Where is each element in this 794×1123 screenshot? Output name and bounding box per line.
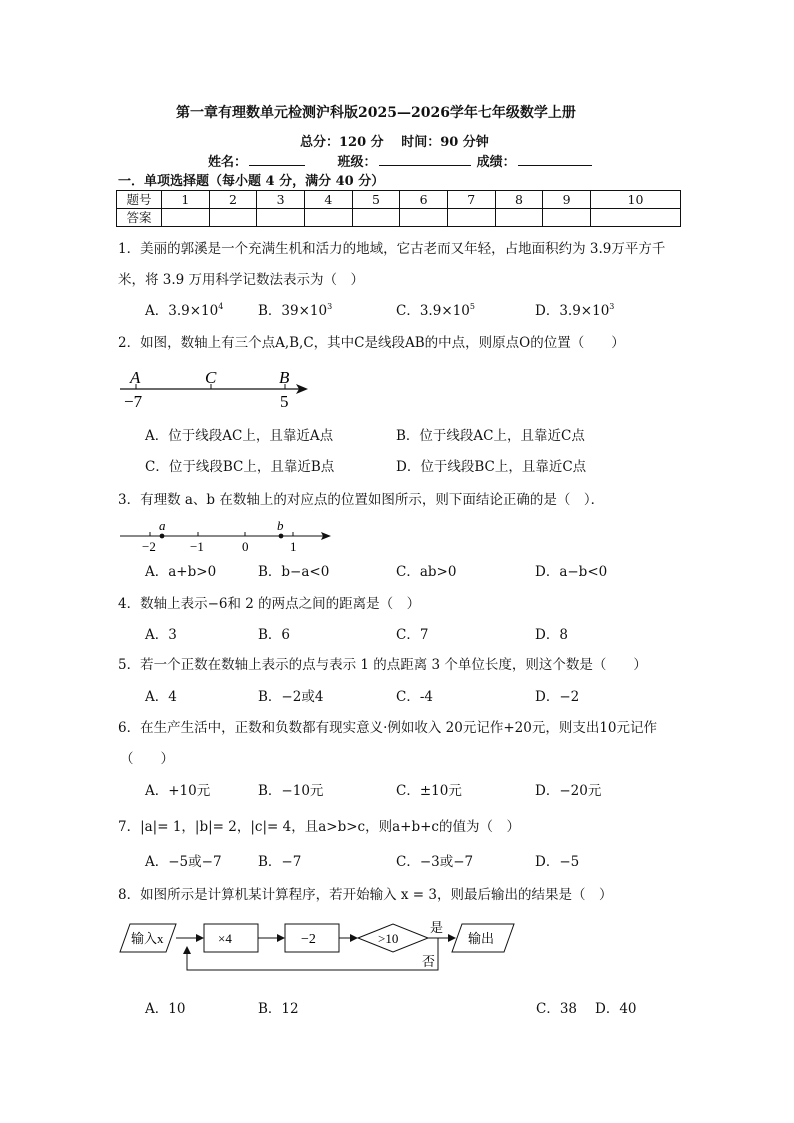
score-time: 总分：120 分 时间：90 分钟 xyxy=(300,135,489,150)
point-label-b: b xyxy=(277,518,284,533)
q3-number-line xyxy=(116,516,336,556)
point-label-a: a xyxy=(159,518,166,533)
tick-label: −1 xyxy=(190,539,204,554)
q5-stem: 5．若一个正数在数轴上表示的点与表示 1 的点距离 3 个单位长度，则这个数是（ ） xyxy=(118,657,647,673)
q7-option-d[interactable]: D．−5 xyxy=(535,854,580,870)
value-label-b: 5 xyxy=(280,392,289,411)
q5-option-b[interactable]: B．−2或4 xyxy=(258,689,324,705)
q8-flowchart xyxy=(116,914,526,982)
q1-option-d[interactable]: D．$3.9\times 10^3$ xyxy=(535,302,615,319)
tick-label: 0 xyxy=(242,539,249,554)
flow-yes-label: 是 xyxy=(430,920,444,935)
table-row xyxy=(117,191,681,209)
q7-option-a[interactable]: A．−5或−7 xyxy=(145,854,222,870)
class-label: 班级： xyxy=(337,155,377,170)
q1-line1: 1．美丽的郭溪是一个充满生机和活力的地域，它古老而又年轻，占地面积约为 3.9万平方千 xyxy=(118,241,666,257)
section-heading: 一．单项选择题（每小题 4 分，满分 40 分） xyxy=(118,174,385,189)
flow-condition-label: >10 xyxy=(378,931,399,946)
flow-multiply-label: ×4 xyxy=(218,931,232,946)
flow-no-label: 否 xyxy=(422,954,436,969)
table-cell: 4 xyxy=(304,191,352,209)
name-field[interactable] xyxy=(249,152,305,166)
value-label-a: −7 xyxy=(124,392,143,411)
q3-option-d[interactable]: D．a−b<0 xyxy=(535,564,608,580)
answer-cell[interactable] xyxy=(162,209,210,227)
point-label-a: A xyxy=(130,368,141,387)
q8-option-a[interactable]: A．10 xyxy=(145,1001,186,1017)
q2-number-line xyxy=(116,362,316,412)
q3-option-b[interactable]: B．b−a<0 xyxy=(258,564,330,580)
table-cell: 2 xyxy=(209,191,257,209)
q2-option-b[interactable]: B．位于线段AC上，且靠近C点 xyxy=(396,428,585,444)
q6-option-b[interactable]: B．−10元 xyxy=(258,783,324,799)
answer-cell[interactable] xyxy=(495,209,543,227)
q6-option-c[interactable]: C．±10元 xyxy=(396,783,462,799)
flow-input-label: 输入x xyxy=(131,931,164,946)
name-label: 姓名： xyxy=(208,155,248,170)
q2-option-a[interactable]: A．位于线段AC上，且靠近A点 xyxy=(145,428,334,444)
q4-option-a[interactable]: A．3 xyxy=(145,627,177,643)
q4-stem: 4．数轴上表示−6和 2 的两点之间的距离是（ ） xyxy=(118,596,421,612)
table-cell: 8 xyxy=(495,191,543,209)
row-label: 题号 xyxy=(117,191,162,209)
q8-option-d[interactable]: D．40 xyxy=(595,1001,637,1017)
point-label-b: B xyxy=(279,368,290,387)
q4-option-b[interactable]: B．6 xyxy=(258,627,291,643)
q5-option-c[interactable]: C．‐4 xyxy=(396,689,433,705)
flow-subtract-label: −2 xyxy=(301,932,316,947)
q1-option-a[interactable]: A．$3.9\times 10^4$ xyxy=(145,302,224,319)
answer-cell[interactable] xyxy=(590,209,680,227)
q6-line1: 6．在生产生活中，正数和负数都有现实意义·例如收入 20元记作+20元，则支出10元记作 xyxy=(118,720,658,736)
q6-line2: （ ） xyxy=(120,751,174,767)
student-info xyxy=(208,151,598,170)
q8-option-c[interactable]: C．38 xyxy=(536,1001,578,1017)
q3-option-c[interactable]: C．ab>0 xyxy=(396,564,457,580)
table-row xyxy=(117,209,681,227)
answer-cell[interactable] xyxy=(400,209,448,227)
answer-cell[interactable] xyxy=(543,209,591,227)
answer-cell[interactable] xyxy=(257,209,305,227)
q3-option-a[interactable]: A．a+b>0 xyxy=(145,564,217,580)
table-cell: 10 xyxy=(590,191,680,209)
q7-option-c[interactable]: C．−3或−7 xyxy=(396,854,474,870)
answer-cell[interactable] xyxy=(304,209,352,227)
q3-stem: 3．有理数 a、b 在数轴上的对应点的位置如图所示，则下面结论正确的是（ ）． xyxy=(118,492,605,508)
q1-option-b[interactable]: B．$39\times 10^3$ xyxy=(258,302,333,319)
q8-stem: 8．如图所示是计算机某计算程序，若开始输入 x = 3，则最后输出的结果是（ ） xyxy=(118,887,613,903)
flow-output-label: 输出 xyxy=(468,931,495,946)
point-label-c: C xyxy=(205,368,217,387)
q8-option-b[interactable]: B．12 xyxy=(258,1001,299,1017)
q1-line2: 米，将 3.9 万用科学记数法表示为（ ） xyxy=(118,272,365,288)
q1-option-c[interactable]: C．$3.9\times 10^5$ xyxy=(396,302,475,319)
table-cell: 9 xyxy=(543,191,591,209)
page-title: 第一章有理数单元检测沪科版2025—2026学年七年级数学上册 xyxy=(176,105,576,121)
q5-option-a[interactable]: A．4 xyxy=(145,689,177,705)
table-cell: 5 xyxy=(352,191,400,209)
grade-field[interactable] xyxy=(518,152,592,166)
q6-option-a[interactable]: A．+10元 xyxy=(145,783,211,799)
table-cell: 6 xyxy=(400,191,448,209)
grade-label: 成绩： xyxy=(476,155,516,170)
tick-label: −2 xyxy=(142,539,156,554)
table-cell: 3 xyxy=(257,191,305,209)
table-cell: 7 xyxy=(447,191,495,209)
class-field[interactable] xyxy=(379,152,471,166)
q7-option-b[interactable]: B．−7 xyxy=(258,854,302,870)
q4-option-d[interactable]: D．8 xyxy=(535,627,568,643)
table-cell: 1 xyxy=(162,191,210,209)
answer-cell[interactable] xyxy=(447,209,495,227)
row-label: 答案 xyxy=(117,209,162,227)
q6-option-d[interactable]: D．−20元 xyxy=(535,783,602,799)
q5-option-d[interactable]: D．−2 xyxy=(535,689,580,705)
q2-option-c[interactable]: C．位于线段BC上，且靠近B点 xyxy=(145,459,335,475)
tick-label: 1 xyxy=(290,539,297,554)
answer-table xyxy=(116,190,681,227)
answer-cell[interactable] xyxy=(352,209,400,227)
q2-stem: 2．如图，数轴上有三个点A,B,C，其中C是线段AB的中点，则原点O的位置（ ） xyxy=(118,335,625,351)
q4-option-c[interactable]: C．7 xyxy=(396,627,429,643)
answer-cell[interactable] xyxy=(209,209,257,227)
q7-stem: 7．|a|= 1，|b|= 2，|c|= 4，且a>b>c，则a+b+c的值为（ ） xyxy=(118,819,520,835)
q2-option-d[interactable]: D．位于线段BC上，且靠近C点 xyxy=(396,459,587,475)
